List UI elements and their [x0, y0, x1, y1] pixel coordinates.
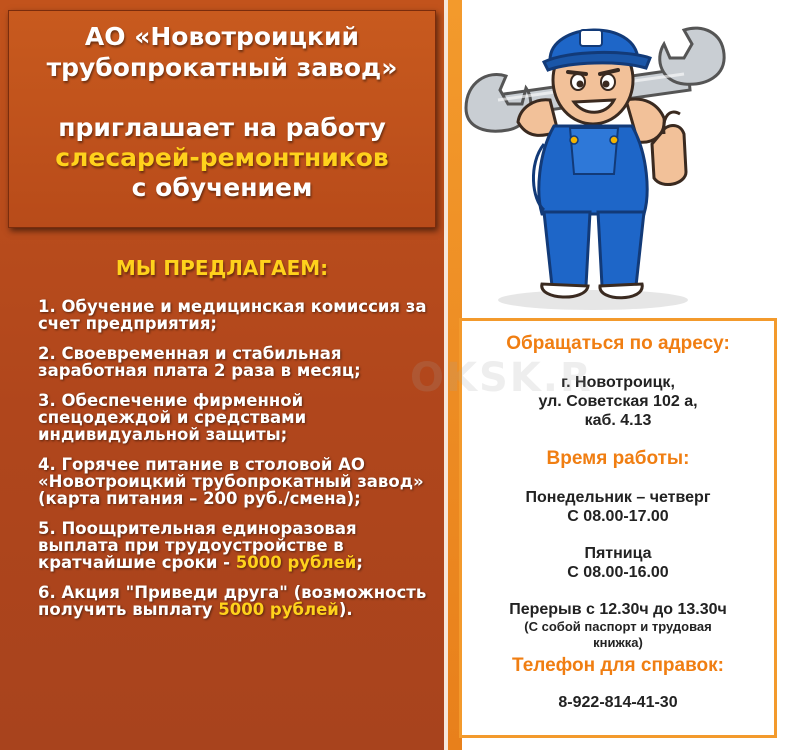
mon-thu-label: Понедельник – четверг [525, 489, 711, 506]
offer-item-text: 1. Обучение и медицинская комиссия за счет предприятия; [38, 297, 427, 333]
offer-item-4 [38, 456, 438, 507]
offer-item-text: 4. Горячее питание в столовой АО «Новотроицкий трубопрокатный завод» (карта питания – 200 руб./смена); [38, 455, 424, 508]
offer-item-text: 5. Поощрительная единоразовая выплата при трудоустройстве в кратчайшие сроки - [38, 519, 357, 572]
fri-label: Пятница [584, 545, 652, 562]
offer-item-2 [38, 345, 438, 379]
phone-number: 8-922-814-41-30 [558, 694, 678, 711]
offer-item-text: 6. Акция "Приведи друга" (возможность получить выплату [38, 583, 427, 619]
offer-item-text: 2. Своевременная и стабильная заработная плата 2 раза в месяц; [38, 344, 361, 380]
offer-item-6 [38, 584, 438, 618]
header-box [8, 10, 436, 228]
invite-line-3: с обучением [131, 173, 313, 202]
offer-item-3 [38, 392, 438, 443]
phone-title: Телефон для справок: [512, 655, 724, 676]
company-line-1: АО «Новотроицкий [84, 22, 360, 51]
referral-amount: 5000 рублей [218, 600, 339, 619]
hours-title: Время работы: [546, 448, 690, 469]
mon-thu-hours: С 08.00-17.00 [567, 508, 669, 525]
invite-line-1: приглашает на работу [58, 113, 386, 142]
address-title: Обращаться по адресу: [506, 333, 730, 354]
offer-item-1 [38, 298, 438, 332]
offer-item-5 [38, 520, 438, 571]
offer-list [38, 298, 438, 631]
docs-note: (С собой паспорт и трудовая книжка) [524, 619, 712, 650]
company-name [9, 21, 435, 83]
offer-item-tail: ). [338, 600, 353, 619]
address-line-2: ул. Советская 102 а, [538, 393, 698, 410]
offer-item-tail: ; [356, 553, 363, 572]
fri-hours: С 08.00-16.00 [567, 564, 669, 581]
break-time: Перерыв с 12.30ч до 13.30ч [509, 601, 727, 618]
mechanic-with-wrench-icon [458, 4, 728, 316]
job-position: слесарей-ремонтников [55, 143, 389, 172]
address-line-3: каб. 4.13 [584, 412, 652, 429]
company-line-2: трубопрокатный завод» [46, 53, 398, 82]
offer-item-text: 3. Обеспечение фирменной спецодеждой и средствами индивидуальной защиты; [38, 391, 307, 444]
offer-title: МЫ ПРЕДЛАГАЕМ: [115, 256, 329, 280]
contact-box [459, 318, 777, 738]
address-line-1: г. Новотроицк, [561, 374, 675, 391]
invite-text [9, 113, 435, 203]
bonus-amount: 5000 рублей [235, 553, 357, 572]
